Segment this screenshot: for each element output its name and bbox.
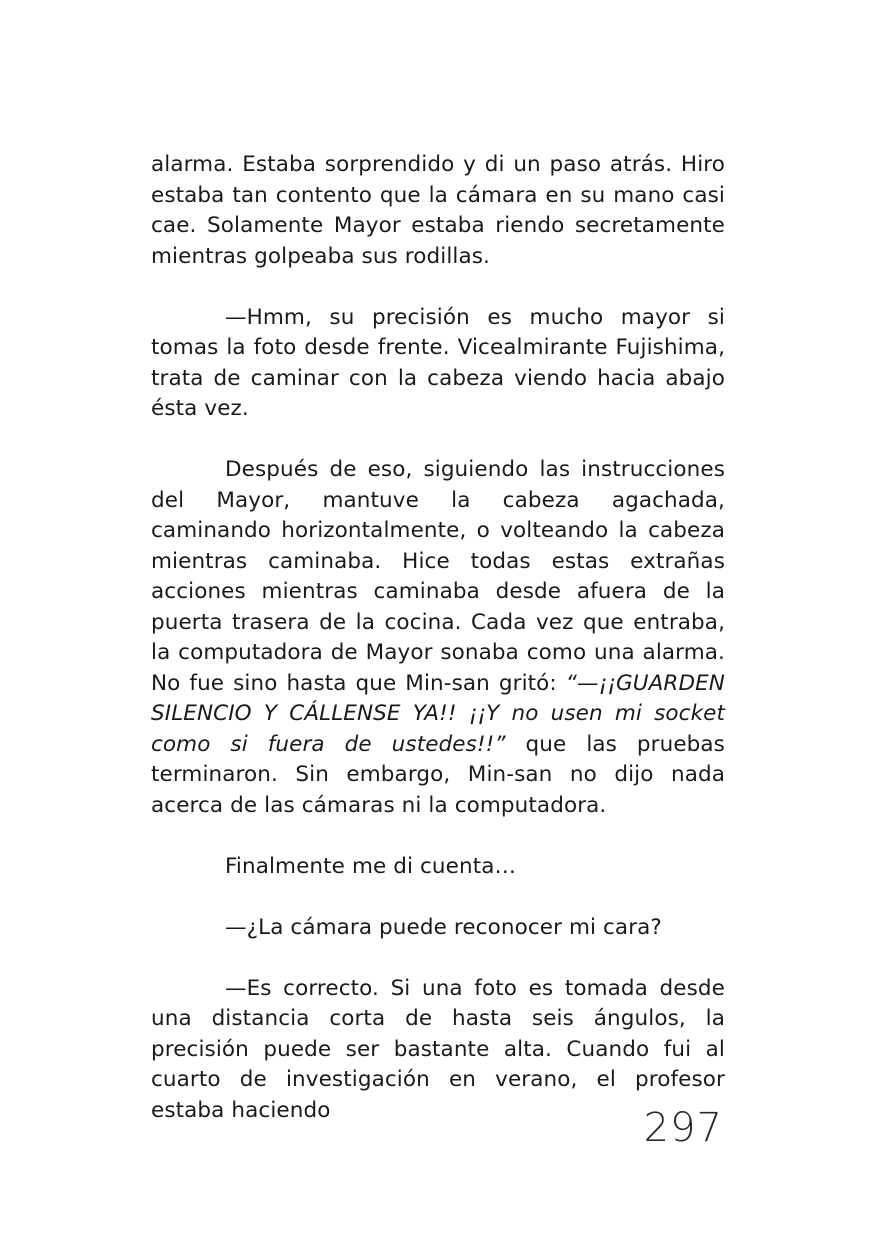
paragraph-6: —Es correcto. Si una foto es tomada desde una distancia corta de hasta seis ángulos, la precisión puede ser bastante alta. Cuando fui al cuarto de investigación en verano, el profesor estaba haciendo bbox=[151, 975, 725, 1123]
page-body-text bbox=[151, 150, 725, 1126]
paragraph-1: alarma. Estaba sorprendido y di un paso atrás. Hiro estaba tan contento que la cámara en su mano casi cae. Solamente Mayor estaba riendo secretamente mientras golpeaba sus rodillas. bbox=[151, 152, 725, 269]
paragraph-3 bbox=[151, 455, 725, 821]
paragraph-5: —¿La cámara puede reconocer mi cara? bbox=[225, 914, 662, 940]
paragraph-3-text-before: Después de eso, siguiendo las instrucciones del Mayor, mantuve la cabeza agachada, caminando horizontalmente, o volteando la cabeza mientras caminaba. Hice todas estas extrañas acciones mientras caminaba desde afuera de la puerta trasera de la cocina. Cada vez que entraba, la computadora de Mayor sonaba como una alarma. No fue sino hasta que Min-san gritó: bbox=[151, 457, 725, 696]
paragraph-3-text-after: que las pruebas terminaron. Sin embargo, Min-san no dijo nada acerca de las cámaras ni la computadora. bbox=[151, 731, 725, 818]
page-number: 297 bbox=[643, 1105, 723, 1151]
paragraph-3-italic-quote: “—¡¡GUARDEN SILENCIO Y CÁLLENSE YA!! ¡¡Y no usen mi socket como si fuera de ustedes!!” bbox=[151, 670, 725, 757]
paragraph-2: —Hmm, su precisión es mucho mayor si tomas la foto desde frente. Vicealmirante Fujishima, trata de caminar con la cabeza viendo hacia abajo ésta vez. bbox=[151, 304, 725, 421]
paragraph-4: Finalmente me di cuenta… bbox=[225, 853, 517, 879]
